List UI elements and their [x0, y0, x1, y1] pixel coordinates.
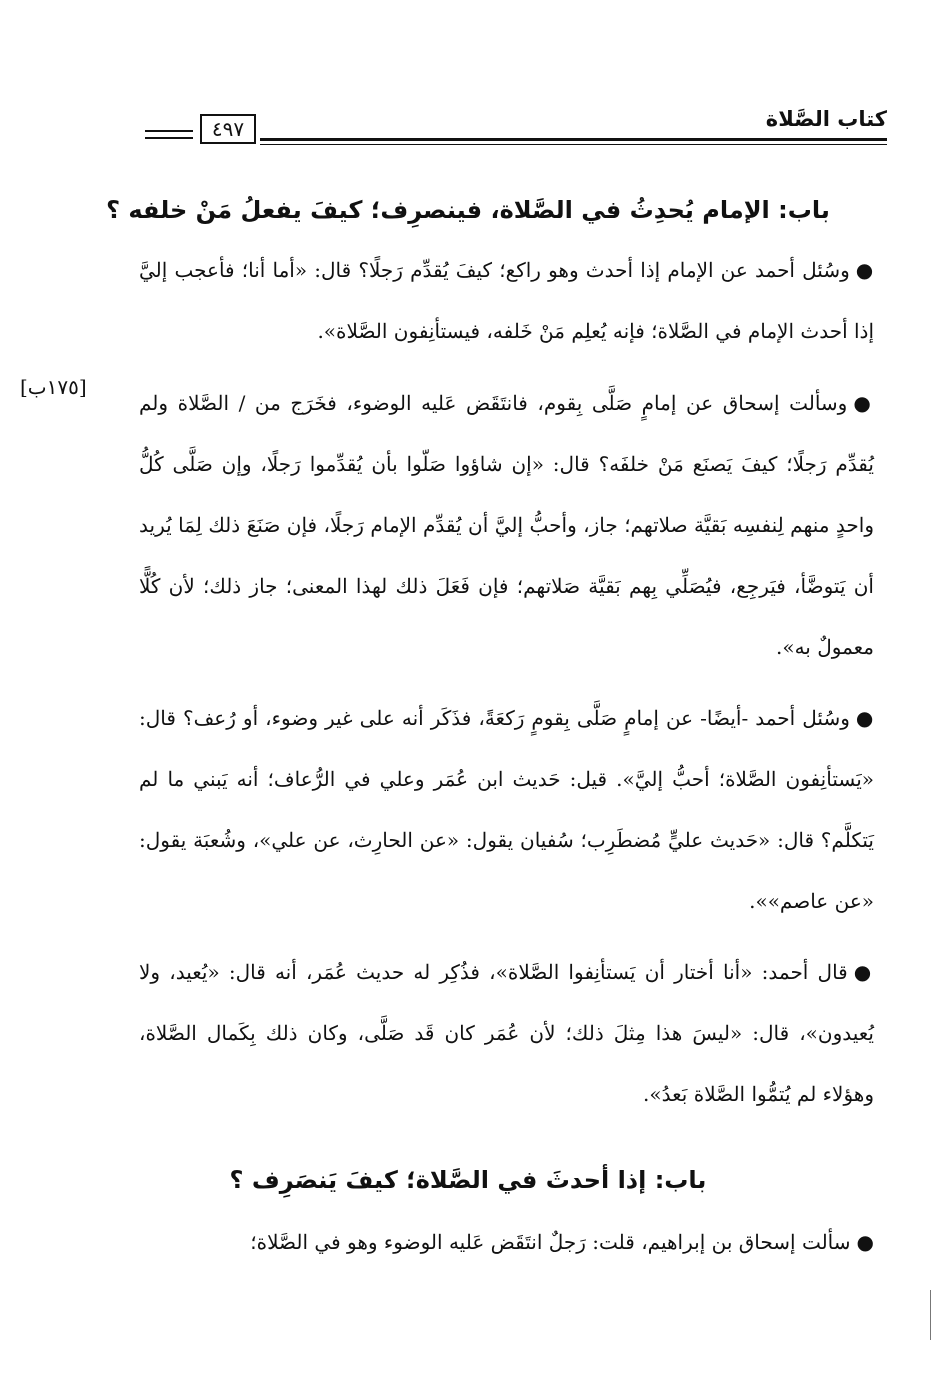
paragraph: ●وسألت إسحاق عن إمامٍ صَلَّى بِقوم، فانتَقَض عَليه الوضوء، فخَرَج من / الصَّلاة ولم يُقدِّم رَجلًا؛ كيفَ يَصنَع مَنْ خلفَه؟ قال: «إن شاؤوا صَلّوا بأن يُقدِّموا رَجلًا، وإن صَلَّى كُلُّ واحدٍ منهم لِنفسِه بَقيَّة صلاتهم؛ جاز، وأحبُّ إليَّ أن يُقدِّم الإمام رَجلًا، فإن صَنَعَ ذلك لِمَا يُريد أن يَتوضَّأ، فيَرجِع، فيُصَلِّي بِهم بَقيَّة صَلاتهم؛ فإن فَعَلَ ذلك لهذا المعنى؛ جاز ذلك؛ لأن كُلًّا معمولٌ به».: [139, 391, 875, 659]
header-rule-thin: [260, 144, 887, 145]
book-title: كتاب الصَّلاة: [765, 107, 887, 131]
bullet-icon: ●: [855, 706, 874, 730]
paragraph: ●سألت إسحاق بن إبراهيم، قلت: رَجلٌ انتَقَض عَليه الوضوء وهو في الصَّلاة؛: [250, 1230, 874, 1254]
bullet-icon: ●: [855, 258, 875, 282]
page-number: ٤٩٧: [200, 114, 256, 144]
paragraph: ●وسُئل أحمد -أيضًا- عن إمامٍ صَلَّى بِقومٍ رَكعَةً، فذَكَر أنه على غير وضوء، أو رُعف؟ قال: «يَستأنِفون الصَّلاة؛ أحبُّ إليَّ». قيل: حَديث ابن عُمَر وعلي في الرُّعاف؛ أنه يَبني ما لم يَتكلَّم؟ قال: «حَديث عليٍّ مُضطَرِب؛ سُفيان يقول: «عن الحارِث، عن علي»، وشُعبَة يقول: «عن عاصم»».: [139, 706, 874, 913]
page-edge-mark: [930, 1290, 931, 1340]
header-rule: [260, 138, 887, 141]
header-short-rule-2: [145, 137, 193, 139]
header-short-rule: [145, 130, 193, 132]
paragraph: ●وسُئل أحمد عن الإمام إذا أحدث وهو راكع؛ كيفَ يُقدِّم رَجلًا؟ قال: «أما أنا؛ فأعجب إليَّ إذا أحدث الإمام في الصَّلاة؛ فإنه يُعلِم مَنْ خَلفه، فيستأنِفون الصَّلاة».: [139, 258, 875, 343]
bullet-icon: ●: [853, 391, 875, 415]
bullet-icon: ●: [856, 1230, 874, 1254]
margin-folio-note: [١٧٥ب]: [20, 375, 87, 399]
bullet-icon: ●: [853, 960, 875, 984]
paragraph: ●قال أحمد: «أنا أختار أن يَستأنِفوا الصَّلاة»، فذُكِر له حديث عُمَر، أنه قال: «يُعيد، ولا يُعيدون»، قال: «ليسَ هذا مِثلَ ذلك؛ لأن عُمَر كان قَد صَلَّى، وكان ذلك بِكَمال الصَّلاة، وهؤلاء لم يُتمُّوا الصَّلاة بَعدُ».: [139, 960, 875, 1106]
section-heading: باب: إذا أحدثَ في الصَّلاة؛ كيفَ يَنصَرِف ؟: [229, 1166, 707, 1194]
page-header: [145, 106, 887, 150]
section-heading: باب: الإمام يُحدِثُ في الصَّلاة، فينصرِف؛ كيفَ يفعلُ مَنْ خلفه ؟: [106, 196, 830, 224]
